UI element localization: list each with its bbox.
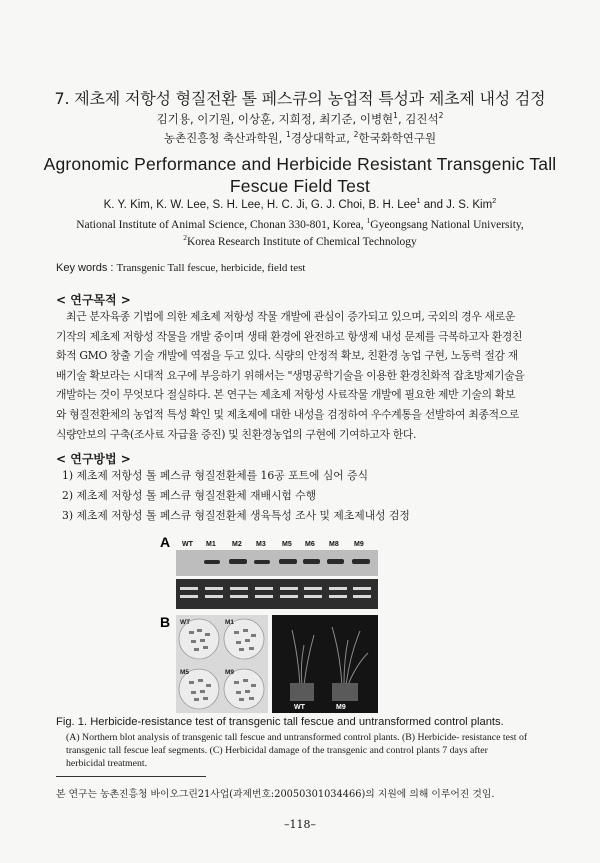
blot-band bbox=[229, 559, 247, 564]
keywords-label: Key words : bbox=[56, 262, 117, 274]
lane-labels bbox=[182, 541, 364, 548]
caption-line: herbicidal treatment. bbox=[66, 757, 148, 769]
method-item: 1) 제초제 저항성 톨 페스큐 형질전환체를 16공 포트에 심어 증식 bbox=[62, 469, 369, 482]
blot-band bbox=[204, 560, 220, 564]
field-label: M9 bbox=[336, 704, 346, 711]
leaf-segment bbox=[197, 629, 202, 632]
paragraph-line: 배기술 확보라는 시대적 요구에 부응하기 위해서는 "생명공학기술을 이용한 환경친화적 잡초방제기술을 bbox=[56, 368, 525, 382]
paragraph-line: 기작의 제초제 저항성 작물을 개발 중이며 생태 환경에 완전하고 항생제 내성 문제를 극복하고자 환경친 bbox=[56, 329, 523, 343]
affil-mark: 2 bbox=[353, 130, 359, 140]
leaf-segment bbox=[245, 639, 250, 642]
english-title-line: Agronomic Performance and Herbicide Resistant Transgenic Tall bbox=[43, 154, 557, 174]
leaf-segment bbox=[191, 640, 196, 643]
affil-mark: 2 bbox=[183, 233, 187, 243]
plate-label: M1 bbox=[225, 619, 235, 626]
plate-label: WT bbox=[180, 619, 191, 626]
leaf-segment bbox=[239, 698, 244, 701]
leaf-segment bbox=[205, 633, 210, 636]
caption-line: transgenic tall fescue leaf segments. (C) Herbicidal damage of the transgenic and control plants 7 days after bbox=[66, 744, 488, 756]
paragraph-line: 화적 GMO 창출 기술 개발에 역점을 두고 있다. 식량의 안정적 확보, 친환경 농업 구현, 노동력 절감 재 bbox=[56, 349, 518, 363]
rrna-band bbox=[205, 595, 223, 598]
leaf-segment bbox=[189, 631, 194, 634]
leaf-segment bbox=[198, 679, 203, 682]
blot-band bbox=[254, 560, 270, 564]
rrna-band bbox=[205, 587, 223, 590]
method-item: 3) 제초제 저항성 톨 페스큐 형질전환체 생육특성 조사 및 제초제내성 검정 bbox=[62, 509, 410, 522]
english-authors-text: and J. S. Kim bbox=[420, 199, 493, 211]
figure-caption-title: Fig. 1. Herbicide-resistance test of transgenic tall fescue and untransformed control plants. bbox=[56, 716, 504, 728]
pot-m9 bbox=[332, 683, 358, 701]
korean-authors-text: 김기용, 이기원, 이상훈, 지희정, 최기준, 이병현 bbox=[156, 112, 394, 126]
affil-text: National Institute of Animal Science, Chonan 330-801, Korea, bbox=[76, 219, 367, 231]
rrna-band bbox=[304, 595, 322, 598]
affil-mark: 2 bbox=[438, 111, 444, 121]
lane-label: M6 bbox=[305, 541, 315, 548]
rrna-band bbox=[329, 595, 347, 598]
rrna-band bbox=[353, 595, 371, 598]
lane-label: M5 bbox=[282, 541, 292, 548]
figure-1 bbox=[160, 534, 552, 717]
english-affiliation-line bbox=[0, 234, 600, 251]
paragraph-line: 와 형질전환체의 농업적 특성 확인 및 제초제에 대한 내성을 검정하여 우수계통을 선발하여 최종적으로 bbox=[56, 407, 520, 421]
leaf-segment bbox=[236, 691, 241, 694]
caption-line: (A) Northern blot analysis of transgenic tall fescue and untransformed control plants. (B) Herbicide- resistance test of bbox=[66, 732, 528, 743]
affil-text: 경상대학교, bbox=[290, 131, 354, 145]
figure-graphic bbox=[160, 534, 552, 717]
rrna-band bbox=[304, 587, 322, 590]
english-title-line: Fescue Field Test bbox=[229, 176, 371, 196]
korean-authors-text: , 김진석 bbox=[397, 112, 439, 126]
blot-band bbox=[303, 559, 320, 564]
leaf-segment bbox=[203, 697, 208, 700]
leaf-segment bbox=[249, 647, 254, 650]
leaf-segment bbox=[200, 639, 205, 642]
purpose-heading: < 연구목적 > bbox=[56, 293, 131, 307]
affil-mark: 1 bbox=[366, 216, 371, 226]
purpose-paragraph bbox=[56, 307, 554, 444]
field-label: WT bbox=[294, 704, 305, 711]
leaf-segment bbox=[194, 698, 199, 701]
leaf-segment bbox=[236, 641, 241, 644]
footnote-divider bbox=[56, 776, 206, 777]
leaf-segment bbox=[191, 691, 196, 694]
affil-mark: 1 bbox=[285, 130, 291, 140]
rrna-band bbox=[180, 587, 198, 590]
pot-wt bbox=[290, 683, 314, 701]
affil-text: 한국화학연구원 bbox=[358, 131, 437, 145]
korean-affiliation bbox=[0, 130, 600, 146]
english-authors-text: K. Y. Kim, K. W. Lee, S. H. Lee, H. C. Ji, G. J. Choi, B. H. Lee bbox=[103, 199, 417, 211]
rrna-band bbox=[230, 595, 248, 598]
leaf-segment bbox=[194, 648, 199, 651]
plate-label: M9 bbox=[225, 669, 235, 676]
leaf-segment bbox=[239, 648, 244, 651]
paragraph-line: 최근 분자육종 기법에 의한 제초제 저항성 작물 개발에 관심이 증가되고 있으며, 국외의 경우 새로운 bbox=[66, 310, 516, 323]
affil-text: Gyeongsang National University, bbox=[370, 219, 524, 231]
english-authors bbox=[0, 196, 600, 211]
lane-label: M1 bbox=[206, 541, 216, 548]
rrna-band bbox=[280, 587, 298, 590]
lane-label: M3 bbox=[256, 541, 266, 548]
english-title bbox=[0, 153, 600, 197]
leaf-segment bbox=[206, 684, 211, 687]
leaf-segment bbox=[251, 684, 256, 687]
leaf-segment bbox=[234, 631, 239, 634]
lane-label: M8 bbox=[329, 541, 339, 548]
panel-a-label: A bbox=[160, 534, 171, 550]
rrna-band bbox=[230, 587, 248, 590]
leaf-segment bbox=[243, 629, 248, 632]
method-item: 2) 제초제 저항성 톨 페스큐 형질전환체 재배시험 수행 bbox=[62, 489, 317, 502]
page-number: –118– bbox=[284, 818, 316, 831]
paragraph-line: 개발하는 것이 무엇보다 절실하다. 본 연구는 제초제 저항성 사료작물 개발에 필요한 제반 기술의 확보 bbox=[56, 388, 516, 402]
leaf-segment bbox=[243, 679, 248, 682]
plate-label: M5 bbox=[180, 669, 190, 676]
blot-band bbox=[352, 559, 370, 564]
leaf-segment bbox=[200, 690, 205, 693]
figure-caption-body bbox=[66, 732, 556, 770]
rrna-band bbox=[180, 595, 198, 598]
english-affiliation bbox=[0, 217, 600, 251]
blot-band bbox=[327, 559, 344, 564]
footnote: 본 연구는 농촌진흥청 바이오그린21사업(과제번호:20050301034466)의 지원에 의해 이루어진 것임. bbox=[56, 789, 495, 800]
rrna-band bbox=[280, 595, 298, 598]
affil-mark: 1 bbox=[416, 196, 421, 206]
korean-title: 7. 제초제 저항성 형질전환 톨 페스큐의 농업적 특성과 제초제 내성 검정 bbox=[54, 89, 546, 108]
rrna-band bbox=[353, 587, 371, 590]
affil-text: 농촌진흥청 축산과학원, bbox=[163, 131, 286, 145]
affil-mark: 2 bbox=[492, 196, 497, 206]
panel-b-label: B bbox=[160, 614, 171, 630]
rrna-band bbox=[329, 587, 347, 590]
english-affiliation-line bbox=[0, 217, 600, 234]
lane-label: WT bbox=[182, 541, 193, 548]
keywords bbox=[56, 262, 305, 274]
blot-band bbox=[279, 559, 297, 564]
paragraph-line: 식량안보의 구축(조사료 자급율 증진) 및 친환경농업의 구현에 기여하고자 한다. bbox=[56, 427, 417, 441]
rrna-band bbox=[255, 595, 273, 598]
leaf-segment bbox=[249, 697, 254, 700]
methods-heading: < 연구방법 > bbox=[56, 452, 131, 466]
korean-authors bbox=[0, 111, 600, 127]
affil-mark: 1 bbox=[393, 111, 398, 121]
rrna-band bbox=[255, 587, 273, 590]
leaf-segment bbox=[234, 681, 239, 684]
northern-blot-lower bbox=[176, 579, 378, 609]
lane-label: M2 bbox=[232, 541, 242, 548]
leaf-segment bbox=[251, 634, 256, 637]
leaf-segment bbox=[203, 646, 208, 649]
leaf-segment bbox=[189, 681, 194, 684]
leaf-segment bbox=[245, 690, 250, 693]
field-test-photo bbox=[272, 615, 378, 713]
keywords-value: Transgenic Tall fescue, herbicide, field test bbox=[116, 262, 306, 274]
affil-text: Korea Research Institute of Chemical Technology bbox=[186, 236, 417, 248]
lane-label: M9 bbox=[354, 541, 364, 548]
